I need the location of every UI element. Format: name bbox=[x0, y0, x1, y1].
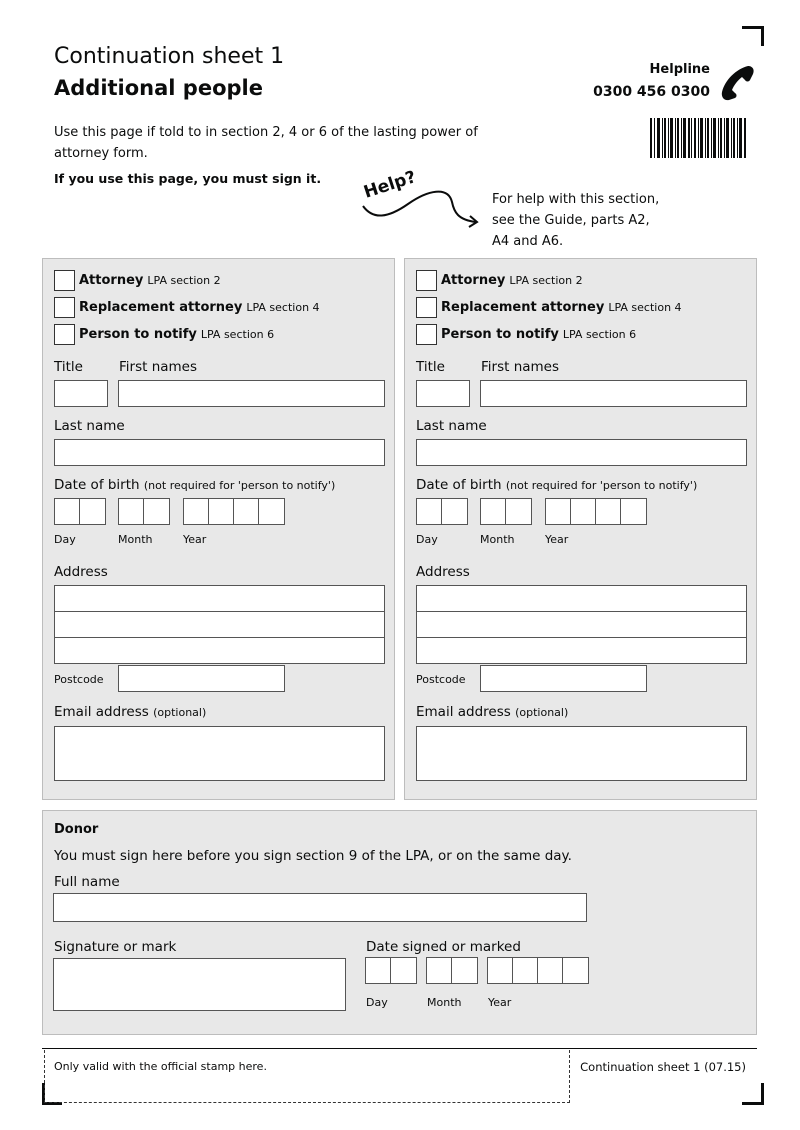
replacement-attorney-option bbox=[441, 300, 682, 315]
address-label: Address bbox=[54, 564, 108, 580]
attorney-checkbox[interactable] bbox=[54, 270, 75, 291]
day-caption: Day bbox=[416, 533, 438, 546]
address-line-2-input[interactable] bbox=[416, 611, 747, 638]
address-line-1-input[interactable] bbox=[416, 585, 747, 612]
official-stamp-area bbox=[44, 1050, 570, 1103]
dob-day-input[interactable] bbox=[54, 498, 106, 525]
postcode-input[interactable] bbox=[118, 665, 285, 692]
address-line-2-input[interactable] bbox=[54, 611, 385, 638]
donor-full-name-input[interactable] bbox=[53, 893, 587, 922]
month-caption: Month bbox=[480, 533, 515, 546]
title-label: Title bbox=[416, 359, 445, 375]
attorney-checkbox[interactable] bbox=[416, 270, 437, 291]
signed-year-input[interactable] bbox=[487, 957, 589, 984]
barcode-image bbox=[650, 118, 746, 158]
replacement-attorney-option bbox=[79, 300, 320, 315]
address-line-1-input[interactable] bbox=[54, 585, 385, 612]
person-panel-right bbox=[404, 258, 757, 800]
first-names-label: First names bbox=[119, 359, 198, 375]
date-signed-label: Date signed or marked bbox=[366, 939, 521, 955]
dob-label-text: Date of birth bbox=[54, 477, 140, 493]
address-line-3-input[interactable] bbox=[416, 637, 747, 664]
dob-day-input[interactable] bbox=[416, 498, 468, 525]
email-label-text: Email address bbox=[54, 704, 149, 720]
stamp-notice: Only valid with the official stamp here. bbox=[54, 1060, 267, 1073]
email-input[interactable] bbox=[54, 726, 385, 781]
dob-label-text: Date of birth bbox=[416, 477, 502, 493]
person-to-notify-checkbox[interactable] bbox=[54, 324, 75, 345]
role-label: Person to notify bbox=[79, 327, 197, 342]
attorney-option bbox=[79, 273, 221, 288]
intro-text: Use this page if told to in section 2, 4 or 6 of the lasting power of attorney form. bbox=[54, 125, 478, 161]
postcode-label: Postcode bbox=[54, 673, 104, 686]
address-label: Address bbox=[416, 564, 470, 580]
last-name-input[interactable] bbox=[416, 439, 747, 466]
first-names-input[interactable] bbox=[480, 380, 747, 407]
role-label: Replacement attorney bbox=[441, 300, 605, 315]
dob-month-input[interactable] bbox=[118, 498, 170, 525]
help-text bbox=[492, 189, 692, 252]
help-text-line: A4 and A6. bbox=[492, 234, 564, 249]
phone-icon bbox=[720, 64, 756, 102]
sheet-code: Continuation sheet 1 (07.15) bbox=[580, 1060, 746, 1074]
first-names-label: First names bbox=[481, 359, 560, 375]
dob-note: (not required for 'person to notify') bbox=[505, 479, 698, 492]
address-line-3-input[interactable] bbox=[54, 637, 385, 664]
replacement-attorney-checkbox[interactable] bbox=[416, 297, 437, 318]
year-caption: Year bbox=[183, 533, 207, 546]
dob-label bbox=[416, 477, 697, 493]
role-label: Replacement attorney bbox=[79, 300, 243, 315]
email-label bbox=[416, 704, 568, 720]
person-to-notify-option bbox=[79, 327, 274, 342]
month-caption: Month bbox=[118, 533, 153, 546]
day-caption: Day bbox=[54, 533, 76, 546]
dob-label bbox=[54, 477, 335, 493]
title-input[interactable] bbox=[54, 380, 108, 407]
last-name-input[interactable] bbox=[54, 439, 385, 466]
role-section: LPA section 6 bbox=[562, 328, 637, 341]
dob-year-input[interactable] bbox=[545, 498, 647, 525]
role-section: LPA section 2 bbox=[509, 274, 583, 287]
year-caption: Year bbox=[545, 533, 569, 546]
dob-year-input[interactable] bbox=[183, 498, 285, 525]
role-label: Attorney bbox=[441, 273, 506, 288]
must-sign-notice: If you use this page, you must sign it. bbox=[54, 171, 322, 186]
role-section: LPA section 4 bbox=[608, 301, 682, 314]
page-subtitle: Additional people bbox=[54, 76, 263, 100]
person-to-notify-option bbox=[441, 327, 636, 342]
email-input[interactable] bbox=[416, 726, 747, 781]
role-label: Attorney bbox=[79, 273, 144, 288]
role-label: Person to notify bbox=[441, 327, 559, 342]
help-text-line: see the Guide, parts A2, bbox=[492, 213, 650, 228]
first-names-input[interactable] bbox=[118, 380, 385, 407]
dob-month-input[interactable] bbox=[480, 498, 532, 525]
attorney-option bbox=[441, 273, 583, 288]
donor-heading: Donor bbox=[54, 822, 99, 837]
signed-month-input[interactable] bbox=[426, 957, 478, 984]
corner-mark-top-right bbox=[742, 26, 764, 46]
last-name-label: Last name bbox=[416, 418, 487, 434]
email-label bbox=[54, 704, 206, 720]
title-input[interactable] bbox=[416, 380, 470, 407]
help-graphic-word: Help? bbox=[361, 167, 419, 203]
donor-signature-input[interactable] bbox=[53, 958, 346, 1011]
email-note: (optional) bbox=[153, 706, 207, 719]
full-name-label: Full name bbox=[54, 874, 120, 890]
postcode-label: Postcode bbox=[416, 673, 466, 686]
help-text-line: For help with this section, bbox=[492, 192, 660, 207]
title-label: Title bbox=[54, 359, 83, 375]
corner-mark-bottom-right bbox=[742, 1083, 764, 1105]
postcode-input[interactable] bbox=[480, 665, 647, 692]
role-section: LPA section 4 bbox=[246, 301, 320, 314]
help-arrow-icon bbox=[358, 158, 488, 230]
person-panel-left bbox=[42, 258, 395, 800]
signature-label: Signature or mark bbox=[54, 939, 177, 955]
person-to-notify-checkbox[interactable] bbox=[416, 324, 437, 345]
role-section: LPA section 2 bbox=[147, 274, 221, 287]
month-caption: Month bbox=[427, 996, 462, 1009]
helpline-label: Helpline bbox=[649, 62, 710, 77]
email-label-text: Email address bbox=[416, 704, 511, 720]
donor-instruction: You must sign here before you sign section 9 of the LPA, or on the same day. bbox=[54, 848, 572, 864]
replacement-attorney-checkbox[interactable] bbox=[54, 297, 75, 318]
email-note: (optional) bbox=[515, 706, 569, 719]
footer-divider bbox=[42, 1048, 757, 1049]
dob-note: (not required for 'person to notify') bbox=[143, 479, 336, 492]
helpline-number: 0300 456 0300 bbox=[593, 84, 710, 100]
role-section: LPA section 6 bbox=[200, 328, 275, 341]
signed-day-input[interactable] bbox=[365, 957, 417, 984]
day-caption: Day bbox=[366, 996, 388, 1009]
year-caption: Year bbox=[488, 996, 512, 1009]
last-name-label: Last name bbox=[54, 418, 125, 434]
page-title: Continuation sheet 1 bbox=[54, 44, 285, 69]
